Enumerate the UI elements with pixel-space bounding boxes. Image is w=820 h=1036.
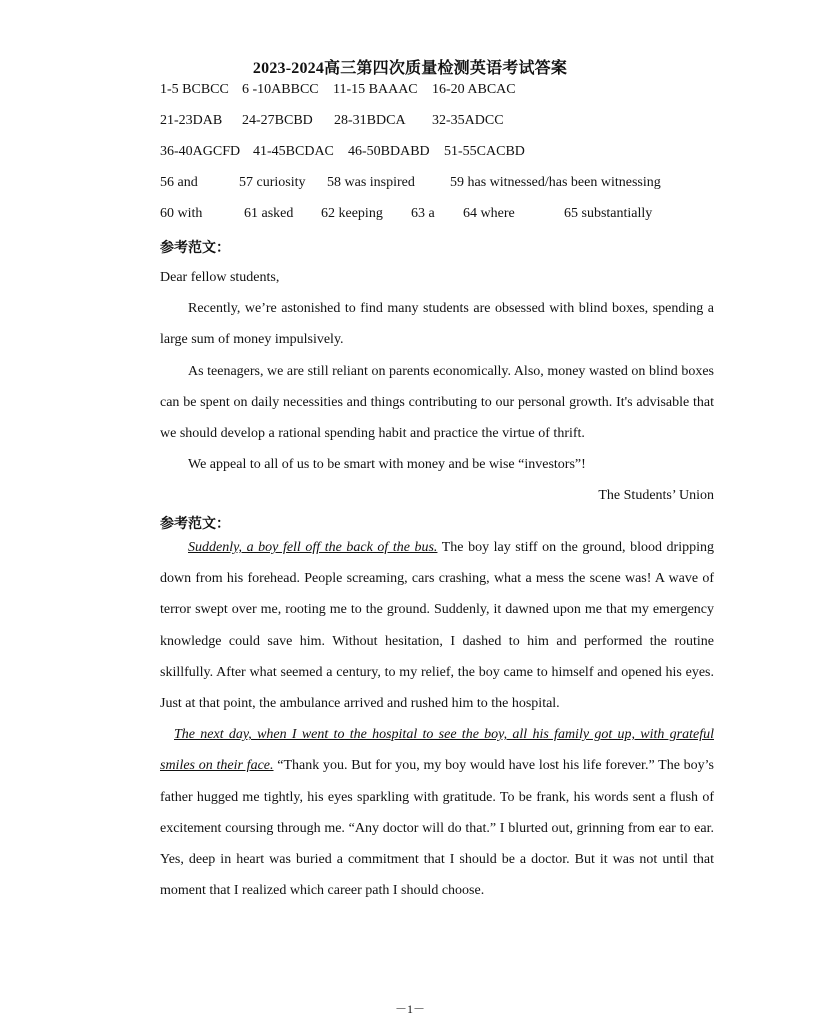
answer-group: 21-23DAB [160, 113, 223, 128]
answer-group: 16-20 ABCAC [432, 82, 516, 97]
answer-row-2 [160, 113, 504, 133]
answer-row-5 [160, 206, 653, 226]
essay-1-paragraph: Recently, we’re astonished to find many students are obsessed with blind boxes, spending a large sum of money impulsively. [160, 301, 714, 348]
essay-2-body-text: The boy lay stiff on the ground, blood dripping down from his forehead. People screaming, cars crashing, what a mess the scene was! A wave of terror swept over me, rooting me to the ground. Suddenly, it dawned upon me that my emergency knowledge could save him. Without hesitation, I dashed to him and performed the routine skillfully. After what seemed a century, to my relief, the boy came to himself and opened his eyes. Just at that point, the ambulance arrived and rushed him to the hospital. [160, 540, 714, 712]
answer-group: 65 substantially [564, 206, 653, 221]
essay-1-paragraph: As teenagers, we are still reliant on parents economically. Also, money wasted on blind boxes can be spent on daily necessities and things contributing to our personal growth. It's advisable that we should develop a rational spending habit and practice the virtue of thrift. [160, 363, 714, 442]
answer-group: 36-40AGCFD [160, 144, 241, 159]
answer-group: 59 has witnessed/has been witnessing [450, 175, 661, 190]
answer-group: 51-55CACBD [444, 144, 525, 159]
essay-1-greeting: Dear fellow students, [160, 270, 280, 285]
essay-2-paragraph-2 [160, 719, 714, 906]
answer-group: 24-27BCBD [242, 113, 313, 128]
page-title: 2023-2024高三第四次质量检测英语考试答案 [252, 60, 568, 77]
essay-1-signature: The Students’ Union [598, 488, 714, 504]
answer-group: 58 was inspired [327, 175, 415, 190]
essay-2-lead-sentence: Suddenly, a boy fell off the back of the bus. [188, 540, 438, 555]
answer-group: 57 curiosity [239, 175, 306, 190]
answer-group: 64 where [463, 206, 515, 221]
answer-row-4 [160, 175, 661, 195]
answer-group: 63 a [411, 206, 435, 221]
answer-group: 56 and [160, 175, 198, 190]
answer-row-1 [160, 82, 516, 102]
answer-group: 6 -10ABBCC [242, 82, 319, 97]
essay-2-heading: 参考范文： [160, 517, 230, 532]
answer-group: 62 keeping [321, 206, 383, 221]
answer-group: 1-5 BCBCC [160, 82, 229, 97]
essay-2 [160, 532, 714, 906]
answer-group: 28-31BDCA [334, 113, 406, 128]
essay-1-heading: 参考范文： [160, 241, 230, 256]
answer-group: 41-45BCDAC [253, 144, 334, 159]
answer-group: 46-50BDABD [348, 144, 430, 159]
essay-2-paragraph-1 [160, 532, 714, 719]
answer-group: 32-35ADCC [432, 113, 504, 128]
answer-group: 61 asked [244, 206, 294, 221]
answer-group: 11-15 BAAAC [333, 82, 418, 97]
answer-row-3 [160, 144, 525, 164]
answer-group: 60 with [160, 206, 203, 221]
essay-2-body-text: “Thank you. But for you, my boy would have lost his life forever.” The boy’s father hugged me tightly, his eyes sparkling with gratitude. To be frank, his words sent a flush of excitement coursing through me. “Any doctor will do that.” I blurted out, grinning from ear to ear. Yes, deep in heart was buried a commitment that I should be a doctor. But it was not until that moment that I realized which career path I should choose. [160, 758, 715, 899]
essay-1 [160, 262, 714, 512]
essay-2-lead-sentence: The next day, when I went to the hospital to see the boy, all his family got up, with grateful smiles on their face. [160, 727, 714, 774]
page-number: －1－ [394, 1002, 425, 1016]
essay-1-paragraph: We appeal to all of us to be smart with money and be wise “investors”! [188, 457, 586, 473]
